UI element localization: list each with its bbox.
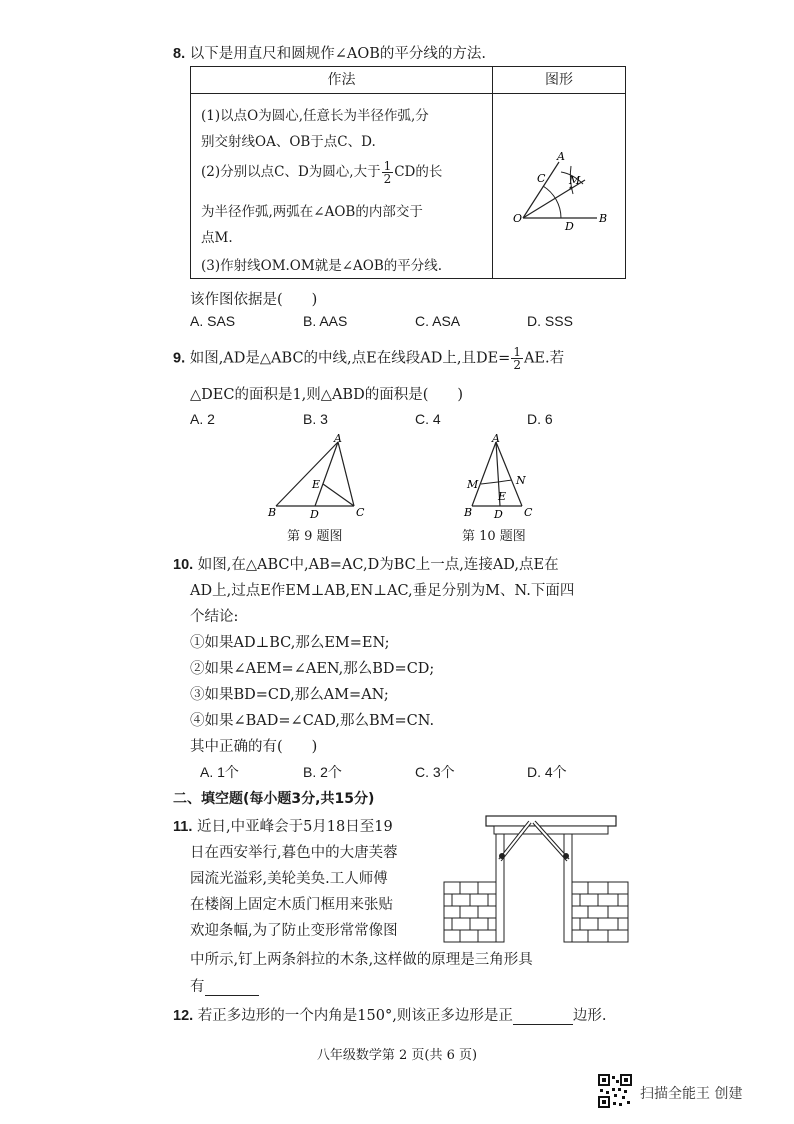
q9-line1-post: AE.若 [523, 350, 565, 367]
q8-figure-cell [493, 94, 626, 279]
step2-line-b: 为半径作弧,两弧在∠AOB的内部交于 [201, 204, 423, 220]
median-AD [315, 442, 338, 506]
label-C: C [537, 172, 546, 185]
q8-number: 8. [173, 46, 186, 62]
lintel-top [486, 816, 616, 826]
label-A: A [557, 150, 565, 163]
step2-line-c: 点M. [201, 230, 233, 246]
table-header-method: 作法 [191, 67, 493, 94]
q11-line5: 欢迎条幅,为了防止变形常常像图 [190, 923, 398, 939]
right-post [564, 834, 572, 942]
door-frame-figure [438, 812, 634, 944]
q8-option-b[interactable]: B. AAS [303, 313, 348, 329]
q9-frac-num: 1 [513, 345, 521, 359]
step1-line-a: (1)以点O为圆心,任意长为半径作弧,分 [201, 108, 429, 124]
q11-l1: 近日,中亚峰会于5月18日至19 [196, 819, 393, 835]
q11-line7 [190, 975, 259, 996]
q10-option-b[interactable]: B. 2个 [303, 764, 342, 780]
q10-label-A: A [492, 432, 500, 445]
q8-text: 以下是用直尺和圆规作∠AOB的平分线的方法. [189, 46, 486, 62]
q10-line1-text: 如图,在△ABC中,AB=AC,D为BC上一点,连接AD,点E在 [197, 557, 559, 573]
q10-option-a[interactable]: A. 1个 [200, 764, 239, 780]
page-footer: 八年级数学第 2 页(共 6 页) [316, 1048, 478, 1063]
q12-line [173, 1004, 606, 1025]
ray-OA [523, 162, 559, 218]
q11-line1 [173, 815, 393, 836]
step1-line-b: 别交射线OA、OB于点C、D. [201, 134, 376, 150]
q10-label-C: C [524, 506, 533, 519]
table-header-figure: 图形 [493, 67, 626, 94]
q10-figure [456, 432, 548, 522]
label-D: D [565, 220, 574, 233]
q9-line1-pre: 如图,AD是△ABC的中线,点E在线段AD上,且DE= [189, 350, 511, 367]
side-AB [276, 442, 338, 506]
step2-post: CD的长 [394, 164, 443, 180]
q9-fraction [511, 346, 523, 371]
q10-conclusion-3: ③如果BD=CD,那么AM=AN; [190, 687, 389, 703]
q8-stem [173, 42, 486, 63]
q12-number: 12. [173, 1008, 194, 1024]
q9-option-c[interactable]: C. 4 [415, 411, 441, 427]
lintel-bottom [494, 826, 608, 834]
q10-line1 [173, 553, 559, 574]
q9-option-b[interactable]: B. 3 [303, 411, 328, 427]
q9-option-d[interactable]: D. 6 [527, 411, 553, 427]
step2-frac-den: 2 [383, 172, 392, 186]
q10-number: 10. [173, 557, 194, 573]
step2-frac-num: 1 [383, 159, 392, 173]
q9-label-A: A [334, 432, 342, 445]
q10-perp-EN [498, 480, 512, 482]
q8-question: 该作图依据是( ) [190, 292, 318, 308]
q9-figure [262, 432, 378, 522]
q10-label-E: E [498, 490, 507, 503]
q10-conclusion-4: ④如果∠BAD=∠CAD,那么BM=CN. [190, 713, 435, 729]
q10-option-d[interactable]: D. 4个 [527, 764, 567, 780]
label-M: M [569, 174, 581, 187]
left-nail [499, 853, 505, 859]
q10-label-N: N [516, 474, 526, 487]
q9-line1 [173, 346, 564, 371]
qr-code-icon [598, 1074, 632, 1108]
right-brick-wall [572, 882, 628, 942]
left-post [496, 834, 504, 942]
q12-post: 边形. [572, 1008, 607, 1024]
q11-line3: 园流光溢彩,美轮美奂.工人师傅 [190, 871, 388, 887]
q9-label-C: C [356, 506, 365, 519]
q9-label-B: B [268, 506, 277, 519]
right-nail [563, 853, 569, 859]
q11-answer-blank[interactable] [205, 979, 259, 996]
q9-number: 9. [173, 350, 186, 367]
q9-label-E: E [312, 478, 321, 491]
q11-number: 11. [173, 819, 193, 835]
scanner-watermark: 扫描全能王 创建 [640, 1086, 743, 1102]
section2-title: 二、填空题(每小题3分,共15分) [173, 791, 375, 807]
q8-method-table [190, 66, 626, 279]
q9-caption: 第 9 题图 [287, 529, 343, 544]
q9-label-D: D [310, 508, 319, 521]
q8-option-c[interactable]: C. ASA [415, 313, 461, 329]
q11-l7: 有 [190, 979, 205, 995]
q8-option-a[interactable]: A. SAS [190, 313, 236, 329]
q11-line4: 在楼阁上固定木质门框用来张贴 [190, 897, 393, 913]
q10-perp-EM [481, 482, 498, 484]
q12-answer-blank[interactable] [513, 1008, 573, 1025]
q10-label-B: B [464, 506, 473, 519]
q9-option-a[interactable]: A. 2 [190, 411, 215, 427]
left-brick-wall [444, 882, 496, 942]
step2-pre: (2)分别以点C、D为圆心,大于 [201, 164, 381, 180]
q10-side-AB [472, 442, 496, 506]
q10-line3: 个结论: [190, 609, 239, 625]
q8-option-d[interactable]: D. SSS [527, 313, 573, 329]
q9-frac-den: 2 [513, 358, 521, 372]
q10-caption: 第 10 题图 [462, 529, 526, 544]
q10-conclusion-2: ②如果∠AEM=∠AEN,那么BD=CD; [190, 661, 435, 677]
label-O: O [513, 212, 523, 225]
step2-fraction [382, 160, 394, 185]
label-B: B [599, 212, 608, 225]
q9-line2: △DEC的面积是1,则△ABD的面积是( ) [190, 387, 464, 403]
q10-label-M: M [467, 478, 479, 491]
step2-line-a [201, 160, 442, 185]
q10-question: 其中正确的有( ) [190, 739, 318, 755]
q10-option-c[interactable]: C. 3个 [415, 764, 455, 780]
q8-steps-cell [191, 94, 493, 279]
q10-line2: AD上,过点E作EM⊥AB,EN⊥AC,垂足分别为M、N.下面四 [190, 583, 575, 599]
q10-conclusion-1: ①如果AD⊥BC,那么EM=EN; [190, 635, 390, 651]
q11-line2: 日在西安举行,暮色中的大唐芙蓉 [190, 845, 398, 861]
angle-bisector-figure [493, 94, 625, 278]
q11-line6: 中所示,钉上两条斜拉的木条,这样做的原理是三角形具 [190, 952, 533, 968]
q10-label-D: D [494, 508, 503, 521]
arc-CD [543, 186, 561, 218]
q12-pre: 若正多边形的一个内角是150°,则该正多边形是正 [197, 1008, 513, 1024]
step3-line: (3)作射线OM.OM就是∠AOB的平分线. [201, 258, 443, 274]
